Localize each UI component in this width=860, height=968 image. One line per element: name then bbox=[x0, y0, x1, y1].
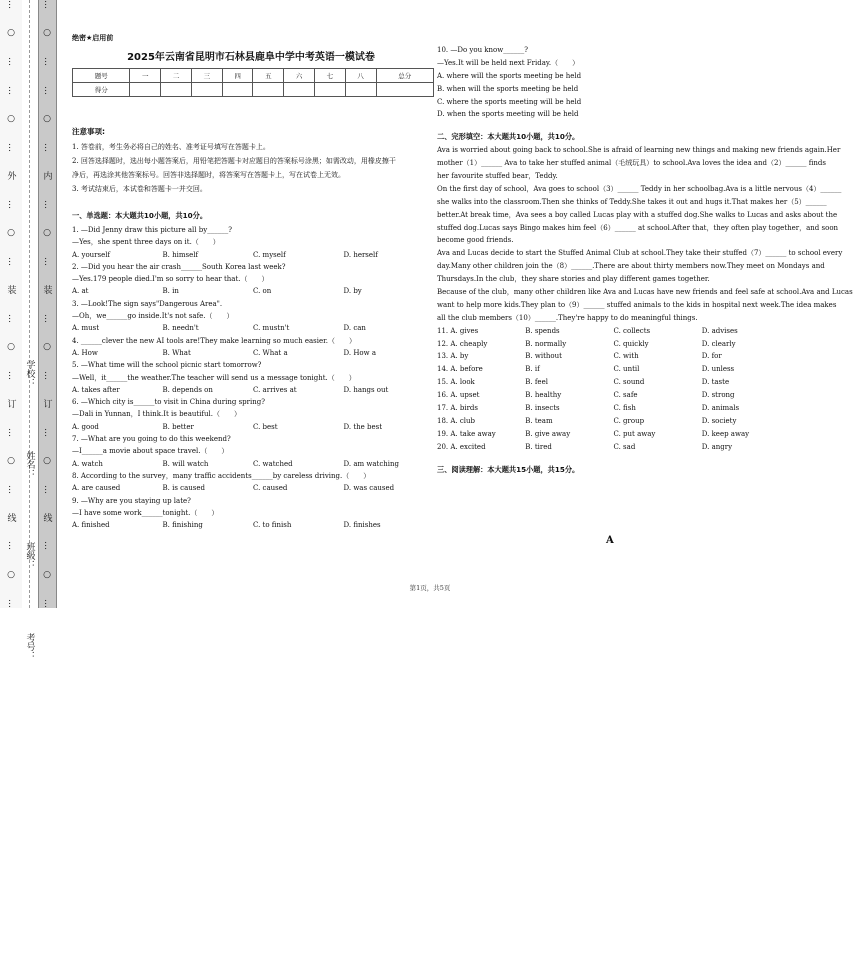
passage-line: she walks into the classroom.Then she thinks of Teddy.She takes it out and hugs it.That makes her（5）______ bbox=[437, 197, 827, 206]
cloze-option: 18. A. club bbox=[437, 416, 476, 425]
question-line: —I have some work______tonight.（ ） bbox=[72, 508, 219, 517]
inner-seal-mark: 订 bbox=[41, 399, 52, 409]
outer-seal-mark: 装 bbox=[5, 285, 16, 295]
cloze-option: C. sad bbox=[613, 442, 636, 451]
score-cell[interactable] bbox=[130, 83, 161, 97]
question-line: 8. According to the survey，many traffic accidents______by careless driving.（ ） bbox=[72, 471, 371, 480]
outer-seal-mark: ○ bbox=[6, 455, 16, 466]
answer-option: B. What bbox=[162, 348, 191, 357]
cloze-option: B. tired bbox=[525, 442, 552, 451]
cloze-option: D. society bbox=[701, 416, 737, 425]
answer-option: A. finished bbox=[72, 521, 110, 530]
answer-option: C. caused bbox=[253, 484, 288, 493]
outer-seal-mark: … bbox=[6, 257, 16, 267]
section1-heading: 一、单选题：本大题共10小题，共10分。 bbox=[72, 211, 208, 220]
answer-option: D. was caused bbox=[343, 484, 395, 493]
score-header-cell: 八 bbox=[345, 69, 376, 83]
option-row bbox=[72, 458, 434, 470]
answer-option: A. watch bbox=[72, 459, 103, 468]
cloze-option: 16. A. upset bbox=[437, 391, 480, 400]
score-header-cell: 一 bbox=[130, 69, 161, 83]
section3-heading: 三、阅读理解：本大题共15小题，共15分。 bbox=[437, 464, 580, 474]
page-footer: 第1页，共5页 bbox=[409, 584, 451, 592]
outer-seal-mark: … bbox=[6, 143, 16, 153]
inner-seal-mark: … bbox=[42, 371, 52, 381]
cloze-option: B. feel bbox=[525, 378, 548, 387]
answer-option: C. myself bbox=[253, 250, 286, 259]
answer-option: C. on bbox=[253, 287, 272, 296]
passage-line: On the first day of school，Ava goes to school（3）______ Teddy in her schoolbag.Ava is a little nervous（4）______ bbox=[437, 184, 842, 193]
answer-option: B. better bbox=[162, 422, 194, 431]
question-line: 4. ______clever the new AI tools are!They make learning so much easier.（ ） bbox=[72, 336, 356, 345]
passage-line: better.At break time，Ava sees a boy called Lucas play with a stuffed dog.She walks to Lucas and asks about the bbox=[437, 210, 838, 219]
cloze-option-row bbox=[437, 325, 790, 338]
cloze-option-row bbox=[437, 338, 790, 351]
inner-seal-mark: 线 bbox=[41, 513, 52, 523]
passage-line: day.Many other children join the（8）______.There are about thirty members now.They meet on Mondays and bbox=[437, 262, 825, 271]
score-header-cell: 五 bbox=[253, 69, 284, 83]
outer-seal-mark: ○ bbox=[6, 569, 16, 580]
inner-seal-mark: ○ bbox=[42, 569, 52, 580]
question-10-line: 10. —Do you know______? bbox=[437, 46, 529, 54]
answer-option: D. finishes bbox=[343, 521, 381, 530]
cloze-option: D. advises bbox=[701, 326, 738, 335]
cloze-option: 17. A. birds bbox=[437, 404, 479, 413]
binding-margin bbox=[0, 0, 64, 660]
outer-seal-mark: ○ bbox=[6, 113, 16, 124]
score-header-cell: 六 bbox=[284, 69, 315, 83]
score-cell[interactable] bbox=[376, 83, 433, 97]
answer-option: A. are caused bbox=[72, 484, 121, 493]
answer-option: A. must bbox=[72, 324, 100, 333]
cloze-passage bbox=[437, 144, 853, 324]
section1-questions bbox=[72, 224, 434, 531]
cloze-option: C. collects bbox=[613, 326, 651, 335]
score-cell[interactable] bbox=[345, 83, 376, 97]
cloze-option: 15. A. look bbox=[437, 378, 475, 387]
inner-seal-mark: … bbox=[42, 313, 52, 323]
outer-seal-mark: … bbox=[6, 541, 16, 551]
inner-seal-mark: 内 bbox=[41, 171, 52, 181]
outer-seal-mark: ○ bbox=[6, 28, 16, 39]
score-header-cell: 三 bbox=[191, 69, 222, 83]
cloze-option-row bbox=[437, 441, 790, 454]
answer-option: D. by bbox=[343, 287, 362, 296]
cloze-option: C. put away bbox=[613, 429, 656, 438]
question-line: —Well，it______the weather.The teacher will send us a message tonight.（ ） bbox=[72, 373, 356, 382]
cloze-option: D. keep away bbox=[701, 429, 750, 438]
inner-seal-mark: ○ bbox=[42, 341, 52, 352]
answer-option: A. How bbox=[72, 348, 98, 357]
inner-seal-mark: ○ bbox=[42, 455, 52, 466]
cloze-option: C. group bbox=[613, 416, 645, 425]
question-line: —Yes.179 people died.I'm so sorry to hear that.（ ） bbox=[72, 275, 269, 284]
question-line: —Oh，we______go inside.It's not safe.（ ） bbox=[72, 312, 234, 321]
question-line: —Dali in Yunnan，I think.It is beautiful.（ ） bbox=[72, 410, 241, 419]
question-line: —I______a movie about space travel.（ ） bbox=[72, 447, 229, 456]
question-10-line: C. where the sports meeting will be held bbox=[437, 97, 582, 106]
question-10-line: A. where will the sports meeting be held bbox=[437, 71, 582, 80]
score-row-label: 得分 bbox=[73, 83, 130, 97]
answer-option: C. What a bbox=[253, 348, 288, 357]
outer-seal-mark: … bbox=[6, 0, 16, 9]
inner-seal-mark: … bbox=[42, 598, 52, 608]
answer-option: B. himself bbox=[162, 250, 199, 259]
outer-seal-mark: ○ bbox=[6, 227, 16, 238]
notice-item: 3. 考试结束后，本试卷和答题卡一并交回。 bbox=[72, 185, 207, 193]
question-10-line: —Yes.It will be held next Friday.（ ） bbox=[437, 58, 580, 67]
answer-option: B. in bbox=[162, 287, 179, 296]
answer-option: D. How a bbox=[343, 348, 377, 357]
answer-option: A. good bbox=[72, 422, 99, 431]
cloze-option: 11. A. gives bbox=[437, 326, 479, 335]
outer-seal-mark: … bbox=[6, 313, 16, 323]
inner-seal-mark: ○ bbox=[42, 113, 52, 124]
answer-option: B. needn't bbox=[162, 324, 199, 333]
answer-option: C. best bbox=[253, 422, 278, 431]
cloze-option-row bbox=[437, 376, 790, 389]
passage-line: Ava and Lucas decide to start the Stuffed Animal Club at school.They take their stuffed（7）______ to school every bbox=[437, 249, 843, 258]
option-row bbox=[72, 249, 434, 261]
question-10-line: D. when the sports meeting will be held bbox=[437, 110, 579, 119]
option-row bbox=[72, 322, 434, 334]
answer-option: B. depends on bbox=[162, 385, 213, 394]
question-line: 9. —Why are you staying up late? bbox=[72, 496, 191, 505]
cloze-option: D. angry bbox=[701, 442, 733, 451]
outer-seal-mark: 线 bbox=[5, 513, 16, 523]
cloze-option-row bbox=[437, 350, 790, 363]
outer-seal-mark: 订 bbox=[5, 399, 16, 409]
outer-seal-mark: … bbox=[6, 427, 16, 437]
cloze-option: 14. A. before bbox=[437, 365, 483, 374]
school-field[interactable]: 学校： bbox=[24, 360, 35, 387]
cloze-option: D. for bbox=[701, 352, 722, 361]
right-column bbox=[437, 44, 853, 477]
outer-seal-mark: … bbox=[6, 85, 16, 95]
inner-seal-mark: … bbox=[42, 541, 52, 551]
cloze-option: C. with bbox=[613, 352, 639, 361]
passage-line: her favourite stuffed bear，Teddy. bbox=[437, 172, 558, 181]
answer-option: B. will watch bbox=[162, 459, 209, 468]
outer-seal-marks bbox=[4, 0, 18, 608]
cloze-option: 12. A. cheaply bbox=[437, 339, 488, 348]
cloze-option: B. normally bbox=[525, 339, 567, 348]
answer-option: A. yourself bbox=[72, 250, 111, 259]
inner-seal-mark: 装 bbox=[41, 285, 52, 295]
cloze-option: D. unless bbox=[701, 365, 735, 374]
answer-option: D. hangs out bbox=[343, 385, 389, 394]
question-line: 6. —Which city is______to visit in China during spring? bbox=[72, 398, 265, 407]
inner-seal-mark: ○ bbox=[42, 227, 52, 238]
inner-seal-mark: ○ bbox=[42, 28, 52, 39]
cloze-option-row bbox=[437, 363, 790, 376]
answer-option: C. arrives at bbox=[253, 385, 297, 394]
cloze-option-row bbox=[437, 415, 790, 428]
cloze-option: 13. A. by bbox=[437, 352, 469, 361]
outer-seal-mark: … bbox=[6, 598, 16, 608]
notice-heading: 注意事项: bbox=[72, 127, 105, 136]
inner-seal-mark: … bbox=[42, 85, 52, 95]
cloze-option-row bbox=[437, 428, 790, 441]
question-line: —Yes，she spent three days on it.（ ） bbox=[72, 238, 220, 247]
passage-line: Thursdays.In the club，they share stories and play different games together. bbox=[437, 275, 710, 284]
cloze-option: B. healthy bbox=[525, 391, 562, 400]
answer-option: B. is caused bbox=[162, 484, 205, 493]
option-row bbox=[72, 482, 434, 494]
passage-line: stuffed dog.Lucas says Bingo makes him feel（6）______ at school.After that，they often play together，and soon bbox=[437, 223, 839, 232]
score-header-cell: 总分 bbox=[376, 69, 433, 83]
question-line: 5. —What time will the school picnic start tomorrow? bbox=[72, 361, 262, 370]
exam-number-field[interactable]: 考号： bbox=[24, 633, 35, 660]
outer-seal-mark: … bbox=[6, 199, 16, 209]
inner-seal-marks bbox=[40, 0, 54, 608]
passage-line: Because of the club，many other children like Ava and Lucas have new friends and feel safe at school.Ava and Lucas bbox=[437, 288, 853, 297]
answer-option: C. watched bbox=[253, 459, 293, 468]
answer-option: D. can bbox=[343, 324, 366, 333]
answer-option: D. the best bbox=[343, 422, 383, 431]
outer-seal-mark: 外 bbox=[5, 171, 16, 181]
cloze-option: D. animals bbox=[701, 404, 740, 413]
answer-option: B. finishing bbox=[162, 521, 203, 530]
answer-option: A. at bbox=[72, 287, 89, 296]
question-line: 3. —Look!The sign says"Dangerous Area". bbox=[72, 299, 223, 308]
option-row bbox=[72, 384, 434, 396]
question-10 bbox=[437, 44, 790, 121]
passage-letter: A bbox=[606, 535, 614, 546]
question-line: 2. —Did you hear the air crash______South Korea last week? bbox=[72, 262, 286, 271]
score-cell[interactable] bbox=[222, 83, 253, 97]
cloze-option: D. strong bbox=[701, 391, 735, 400]
inner-seal-mark: … bbox=[42, 0, 52, 9]
answer-option: C. mustn't bbox=[253, 324, 290, 333]
score-header-cell: 二 bbox=[161, 69, 192, 83]
answer-option: D. herself bbox=[343, 250, 378, 259]
score-header-cell: 七 bbox=[315, 69, 346, 83]
cloze-option: B. if bbox=[525, 365, 540, 374]
option-row bbox=[72, 421, 434, 433]
inner-seal-mark: … bbox=[42, 199, 52, 209]
score-table-header-row bbox=[73, 69, 434, 83]
notice-list bbox=[72, 140, 434, 196]
passage-line: become good friends. bbox=[437, 236, 514, 245]
option-row bbox=[72, 347, 434, 359]
inner-seal-mark: … bbox=[42, 427, 52, 437]
passage-line: mother（1）______ Ava to take her stuffed animal（毛绒玩具）to school.Ava loves the idea and（2）______ finds bbox=[437, 159, 826, 168]
cloze-option: D. taste bbox=[701, 378, 730, 387]
question-line: 7. —What are you going to do this weekend? bbox=[72, 435, 231, 444]
option-row bbox=[72, 285, 434, 297]
cloze-option: B. insects bbox=[525, 404, 560, 413]
score-cell[interactable] bbox=[253, 83, 284, 97]
student-info-fields bbox=[22, 0, 38, 968]
score-cell[interactable] bbox=[315, 83, 346, 97]
inner-seal-mark: … bbox=[42, 257, 52, 267]
cloze-option: B. without bbox=[525, 352, 562, 361]
outer-seal-mark: … bbox=[6, 57, 16, 67]
score-table bbox=[72, 68, 434, 97]
cloze-option: C. safe bbox=[613, 391, 638, 400]
secret-mark: 绝密★启用前 bbox=[72, 34, 114, 42]
answer-option: C. to finish bbox=[253, 521, 292, 530]
inner-seal-mark: … bbox=[42, 57, 52, 67]
score-cell[interactable] bbox=[284, 83, 315, 97]
cloze-option: C. until bbox=[613, 365, 640, 374]
page-title: 2025年云南省昆明市石林县鹿阜中学中考英语一模试卷 bbox=[127, 52, 375, 63]
notice-item: 净后，再选涂其他答案标号。回答非选择题时，将答案写在答题卡上，写在试卷上无效。 bbox=[72, 171, 345, 179]
section2-heading: 二、完形填空：本大题共10小题，共10分。 bbox=[437, 132, 580, 142]
notice-item: 1. 答卷前，考生务必将自己的姓名、准考证号填写在答题卡上。 bbox=[72, 143, 270, 151]
inner-seal-mark: … bbox=[42, 484, 52, 494]
cloze-option: 20. A. excited bbox=[437, 442, 486, 451]
inner-seal-mark: … bbox=[42, 143, 52, 153]
passage-line: all the club members（10）______.They're happy to do meaningful things. bbox=[437, 313, 698, 322]
cloze-option: B. team bbox=[525, 416, 553, 425]
cloze-option-row bbox=[437, 402, 790, 415]
cloze-option: 19. A. take away bbox=[437, 429, 496, 438]
passage-line: want to help more kids.They plan to（9）______ stuffed animals to the kids in hospital next week.The idea makes bbox=[437, 300, 837, 309]
outer-seal-mark: ○ bbox=[6, 341, 16, 352]
outer-seal-mark: … bbox=[6, 371, 16, 381]
cloze-option: C. quickly bbox=[613, 339, 649, 348]
outer-seal-mark: … bbox=[6, 484, 16, 494]
answer-option: D. am watching bbox=[343, 459, 399, 468]
cloze-option: B. spends bbox=[525, 326, 560, 335]
score-header-cell: 题号 bbox=[73, 69, 130, 83]
score-table-score-row bbox=[73, 83, 434, 97]
option-row bbox=[72, 519, 434, 531]
question-10-line: B. when will the sports meeting be held bbox=[437, 84, 579, 93]
class-field[interactable]: 班级： bbox=[24, 542, 35, 569]
name-field[interactable]: 姓名： bbox=[24, 451, 35, 478]
score-cell[interactable] bbox=[161, 83, 192, 97]
score-header-cell: 四 bbox=[222, 69, 253, 83]
notice-item: 2. 回答选择题时，选出每小题答案后，用铅笔把答题卡对应题目的答案标号涂黑；如需改动，用橡皮擦干 bbox=[72, 157, 396, 165]
cloze-option-row bbox=[437, 389, 790, 402]
cloze-option: C. fish bbox=[613, 404, 636, 413]
passage-line: Ava is worried about going back to school.She is afraid of learning new things and making new friends again.Her bbox=[437, 146, 841, 155]
cloze-options bbox=[437, 325, 790, 454]
cloze-option: B. give away bbox=[525, 429, 571, 438]
cloze-option: D. clearly bbox=[701, 339, 736, 348]
cloze-option: C. sound bbox=[613, 378, 645, 387]
question-line: 1. —Did Jenny draw this picture all by______? bbox=[72, 226, 232, 234]
answer-option: A. takes after bbox=[72, 385, 120, 394]
score-cell[interactable] bbox=[191, 83, 222, 97]
